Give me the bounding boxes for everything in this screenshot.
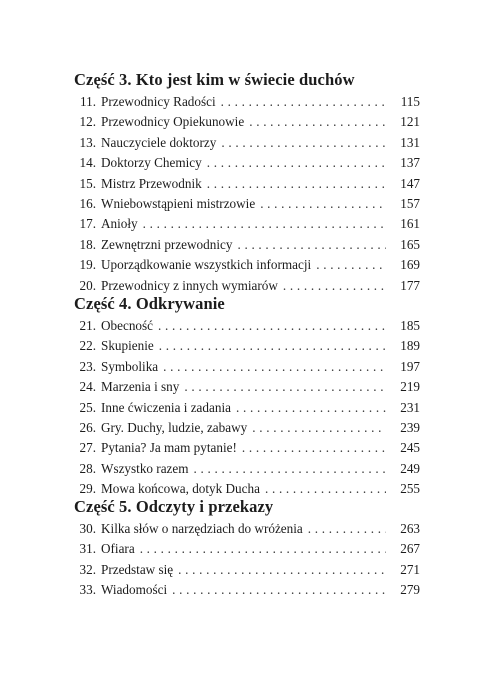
- dot-leader: [163, 357, 386, 377]
- page-number: 169: [400, 257, 420, 273]
- chapter-number: 24.: [79, 379, 96, 395]
- page-number: 137: [400, 155, 420, 171]
- chapter-title: Pytania? Ja mam pytanie!: [101, 440, 237, 456]
- chapter-number: 23.: [79, 358, 96, 374]
- dot-leader: [221, 92, 386, 112]
- chapter-number: 22.: [79, 338, 96, 354]
- part-heading: Część 4. Odkrywanie: [74, 294, 225, 313]
- chapter-title: Marzenia i sny: [101, 379, 180, 395]
- dot-leader: [316, 255, 386, 275]
- page-number: 255: [400, 481, 420, 497]
- page-number: 131: [400, 134, 420, 150]
- toc-part-5: [74, 497, 420, 601]
- toc-entry: [74, 276, 420, 296]
- toc-list: [74, 316, 420, 500]
- page-number: 189: [400, 338, 420, 354]
- dot-leader: [207, 153, 386, 173]
- chapter-title: Przewodnicy Radości: [101, 94, 216, 109]
- page-number: 115: [400, 94, 420, 109]
- toc-list: [74, 519, 420, 601]
- page-number: 147: [400, 175, 420, 191]
- toc-entry: [74, 357, 420, 377]
- chapter-number: 26.: [79, 419, 96, 435]
- toc-entry: [74, 112, 420, 132]
- toc-entry: [74, 519, 420, 539]
- part-heading: Część 3. Kto jest kim w świecie duchów: [74, 70, 355, 89]
- chapter-title: Gry. Duchy, ludzie, zabawy: [101, 419, 248, 435]
- toc-entry: [74, 133, 420, 153]
- toc-entry: [74, 438, 420, 458]
- toc-list: [74, 92, 420, 296]
- toc-entry: [74, 255, 420, 275]
- chapter-title: Mistrz Przewodnik: [101, 175, 202, 191]
- page-number: 231: [400, 399, 420, 415]
- dot-leader: [172, 580, 386, 600]
- chapter-number: 12.: [79, 114, 96, 130]
- toc-entry: [74, 174, 420, 194]
- toc-entry: [74, 153, 420, 173]
- dot-leader: [221, 133, 386, 153]
- toc-part-4: [74, 294, 420, 500]
- page-number: 161: [400, 216, 420, 232]
- dot-leader: [159, 336, 386, 356]
- chapter-number: 25.: [79, 399, 96, 415]
- toc-entry: [74, 560, 420, 580]
- chapter-title: Symbolika: [101, 358, 159, 374]
- chapter-title: Zewnętrzni przewodnicy: [101, 236, 233, 252]
- chapter-number: 27.: [79, 440, 96, 456]
- page-number: 165: [400, 236, 420, 252]
- toc-entry: [74, 580, 420, 600]
- chapter-number: 17.: [79, 216, 96, 232]
- dot-leader: [249, 112, 386, 132]
- dot-leader: [252, 418, 386, 438]
- dot-leader: [242, 438, 386, 458]
- dot-leader: [158, 316, 386, 336]
- toc-entry: [74, 316, 420, 336]
- chapter-number: 18.: [79, 236, 96, 252]
- page-number: 185: [400, 318, 420, 333]
- page-number: 177: [400, 277, 420, 293]
- toc-entry: [74, 235, 420, 255]
- chapter-number: 21.: [79, 318, 96, 333]
- chapter-title: Anioły: [101, 216, 138, 232]
- page-number: 219: [400, 379, 420, 395]
- dot-leader: [194, 459, 386, 479]
- dot-leader: [143, 214, 386, 234]
- page-number: 197: [400, 358, 420, 374]
- chapter-number: 14.: [79, 155, 96, 171]
- page-number: 121: [400, 114, 420, 130]
- chapter-number: 31.: [79, 541, 96, 557]
- chapter-number: 16.: [79, 195, 96, 211]
- dot-leader: [236, 398, 386, 418]
- page-number: 245: [400, 440, 420, 456]
- chapter-title: Skupienie: [101, 338, 154, 354]
- chapter-title: Ofiara: [101, 541, 135, 557]
- chapter-number: 28.: [79, 460, 96, 476]
- chapter-title: Wiadomości: [101, 582, 168, 598]
- dot-leader: [140, 539, 386, 559]
- toc-entry: [74, 459, 420, 479]
- chapter-number: 32.: [79, 561, 96, 577]
- toc-part-3: [74, 70, 420, 296]
- part-heading: Część 5. Odczyty i przekazy: [74, 497, 274, 516]
- chapter-title: Wszystko razem: [101, 460, 189, 476]
- dot-leader: [184, 377, 386, 397]
- dot-leader: [178, 560, 386, 580]
- toc-entry: [74, 214, 420, 234]
- chapter-title: Przewodnicy z innych wymiarów: [101, 277, 278, 293]
- page-number: 271: [400, 561, 420, 577]
- toc-entry: [74, 539, 420, 559]
- dot-leader: [207, 174, 386, 194]
- chapter-title: Inne ćwiczenia i zadania: [101, 399, 231, 415]
- chapter-title: Wniebowstąpieni mistrzowie: [101, 195, 256, 211]
- chapter-title: Mowa końcowa, dotyk Ducha: [101, 481, 260, 497]
- chapter-title: Doktorzy Chemicy: [101, 155, 202, 171]
- toc-entry: [74, 398, 420, 418]
- chapter-number: 13.: [79, 134, 96, 150]
- chapter-number: 29.: [79, 481, 96, 497]
- chapter-number: 11.: [80, 94, 96, 109]
- chapter-title: Nauczyciele doktorzy: [101, 134, 217, 150]
- page-number: 263: [400, 521, 420, 536]
- chapter-title: Uporządkowanie wszystkich informacji: [101, 257, 312, 273]
- chapter-title: Obecność: [101, 318, 153, 333]
- chapter-title: Kilka słów o narzędziach do wróżenia: [101, 521, 303, 536]
- toc-entry: [74, 336, 420, 356]
- chapter-number: 15.: [79, 175, 96, 191]
- chapter-title: Przewodnicy Opiekunowie: [101, 114, 245, 130]
- chapter-number: 33.: [79, 582, 96, 598]
- toc-entry: [74, 194, 420, 214]
- chapter-number: 20.: [79, 277, 96, 293]
- page-number: 249: [400, 460, 420, 476]
- page-number: 267: [400, 541, 420, 557]
- dot-leader: [283, 276, 386, 296]
- dot-leader: [308, 519, 386, 539]
- toc-entry: [74, 92, 420, 112]
- page-number: 279: [400, 582, 420, 598]
- page-number: 239: [400, 419, 420, 435]
- toc-entry: [74, 418, 420, 438]
- chapter-number: 19.: [79, 257, 96, 273]
- toc-entry: [74, 377, 420, 397]
- dot-leader: [260, 194, 386, 214]
- dot-leader: [237, 235, 386, 255]
- chapter-number: 30.: [79, 521, 96, 536]
- chapter-title: Przedstaw się: [101, 561, 174, 577]
- page-number: 157: [400, 195, 420, 211]
